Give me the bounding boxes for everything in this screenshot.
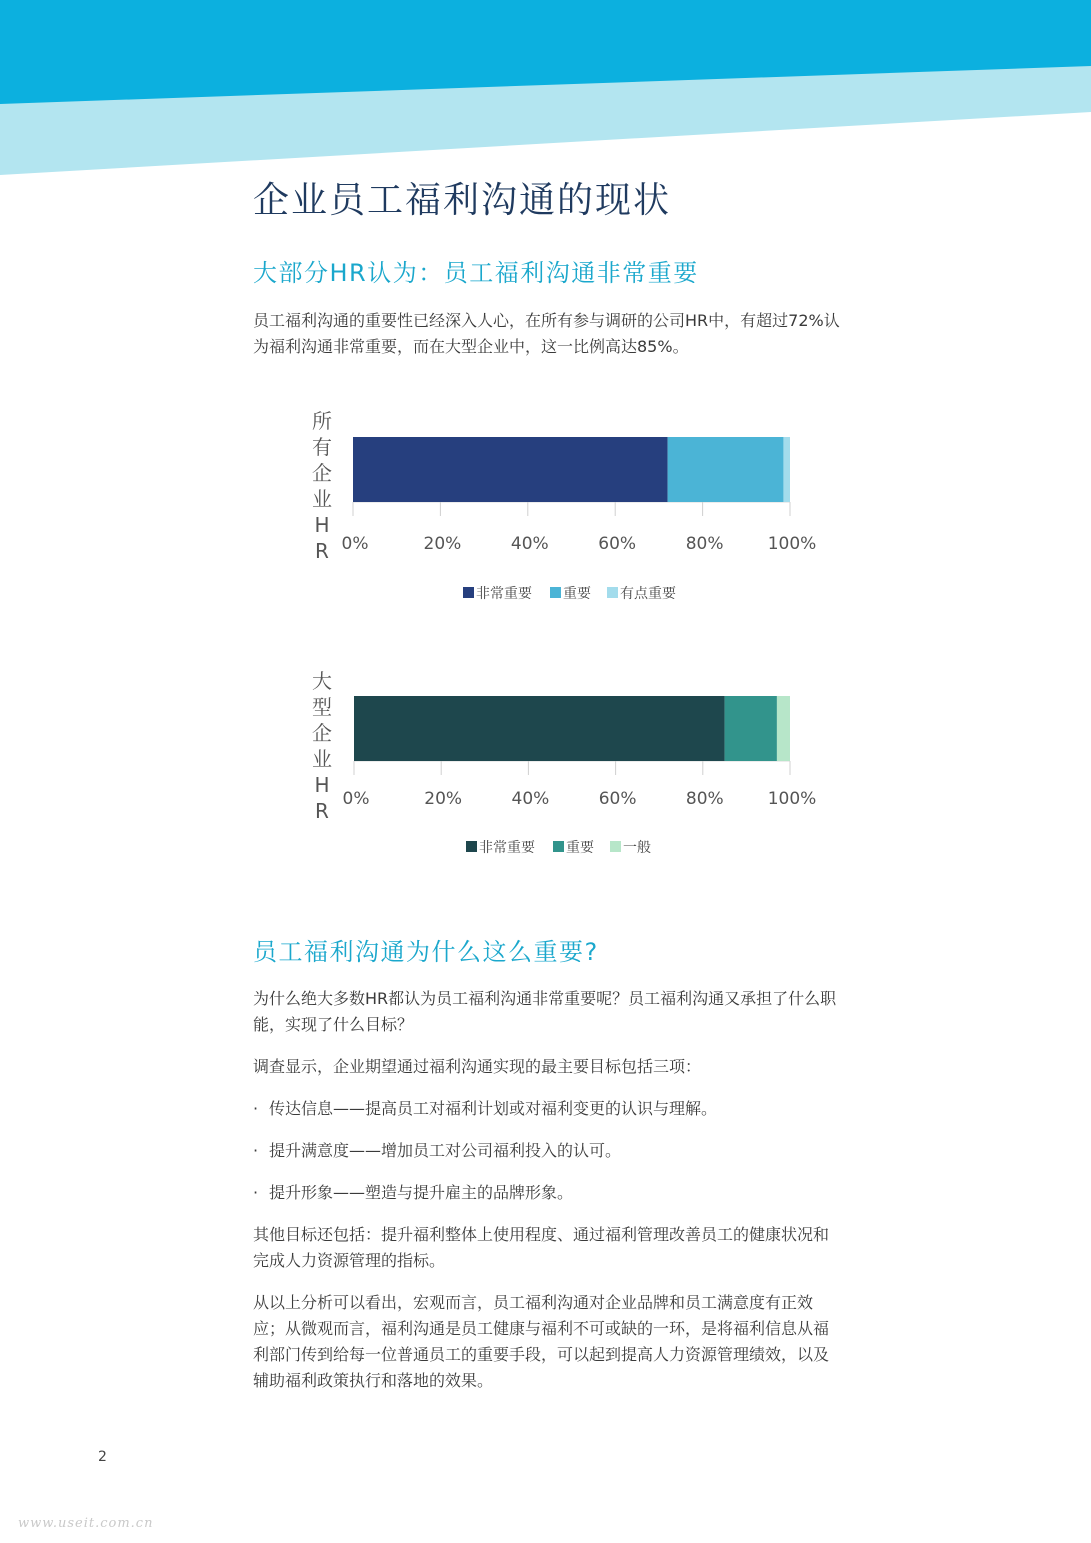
legend-swatch xyxy=(553,841,564,852)
tick-label: 60% xyxy=(598,534,637,554)
category-label-char: 所 xyxy=(312,409,332,433)
legend-swatch xyxy=(466,841,477,852)
stacked-bar-chart-2 xyxy=(312,669,816,856)
tick-label: 40% xyxy=(510,534,549,554)
tick-label: 40% xyxy=(511,789,550,809)
tick-label: 100% xyxy=(767,534,817,554)
goal-bullet-text: 提升满意度——增加员工对公司福利投入的认可。 xyxy=(269,1141,622,1160)
why-paragraph-4: 从以上分析可以看出，宏观而言，员工福利沟通对企业品牌和员工满意度有正效应；从微观而言，福利沟通是员工健康与福利不可或缺的一环，是将福利信息从福利部门传到给每一位普通员工的重要手段，可以起到提高人力资源管理绩效，以及辅助福利政策执行和落地的效果。 xyxy=(253,1293,830,1390)
bar-segment-1 xyxy=(354,696,725,761)
bar-segment-3 xyxy=(777,696,790,761)
section-heading-importance: 大部分HR认为：员工福利沟通非常重要 xyxy=(253,259,699,287)
legend-label: 非常重要 xyxy=(479,840,535,856)
bar-segment-3 xyxy=(783,437,790,502)
tick-label: 20% xyxy=(424,789,463,809)
legend-swatch xyxy=(607,587,618,598)
legend-swatch xyxy=(463,587,474,598)
category-label-char: 企 xyxy=(312,721,332,745)
goal-bullet-3 xyxy=(253,1180,843,1206)
stacked-bar-chart-1 xyxy=(312,409,816,602)
why-paragraph-3: 其他目标还包括：提升福利整体上使用程度、通过福利管理改善员工的健康状况和完成人力资源管理的指标。 xyxy=(253,1225,830,1270)
legend-swatch xyxy=(550,587,561,598)
bullet-dot: · xyxy=(253,1141,259,1160)
page-number: 2 xyxy=(98,1449,107,1465)
why-paragraph-1: 为什么绝大多数HR都认为员工福利沟通非常重要呢？员工福利沟通又承担了什么职能，实现了什么目标？ xyxy=(253,989,837,1034)
tick-label: 80% xyxy=(685,534,724,554)
page-title: 企业员工福利沟通的现状 xyxy=(253,180,672,221)
bar-segment-1 xyxy=(353,437,668,502)
category-label-char: 型 xyxy=(312,695,332,719)
category-label-char: H xyxy=(314,513,330,537)
bar-segment-2 xyxy=(668,437,784,502)
section-heading-why: 员工福利沟通为什么这么重要? xyxy=(253,938,599,966)
intro-paragraph: 员工福利沟通的重要性已经深入人心，在所有参与调研的公司HR中，有超过72%认为福利沟通非常重要，而在大型企业中，这一比例高达85%。 xyxy=(253,311,840,356)
bullet-dot: · xyxy=(253,1183,259,1202)
legend-swatch xyxy=(610,841,621,852)
category-label-char: 有 xyxy=(312,435,332,459)
tick-label: 100% xyxy=(767,789,817,809)
category-label-char: 业 xyxy=(312,487,332,511)
category-label-char: H xyxy=(314,773,330,797)
bullet-dot: · xyxy=(253,1099,259,1118)
goal-bullet-text: 提升形象——塑造与提升雇主的品牌形象。 xyxy=(269,1183,574,1202)
category-label-char: 业 xyxy=(312,747,332,771)
legend-label: 有点重要 xyxy=(620,586,676,602)
legend-label: 非常重要 xyxy=(476,586,532,602)
goal-bullet-1 xyxy=(253,1096,843,1122)
goal-bullet-2 xyxy=(253,1138,843,1164)
legend-label: 一般 xyxy=(623,840,651,856)
category-label-char: R xyxy=(315,799,329,823)
category-label-char: 大 xyxy=(312,669,332,693)
watermark: www.useit.com.cn xyxy=(18,1516,154,1531)
tick-label: 60% xyxy=(598,789,637,809)
bar-segment-2 xyxy=(725,696,777,761)
category-label-char: 企 xyxy=(312,461,332,485)
category-label-char: R xyxy=(315,539,329,563)
tick-label: 80% xyxy=(685,789,724,809)
tick-label: 20% xyxy=(423,534,462,554)
tick-label: 0% xyxy=(341,534,369,554)
tick-label: 0% xyxy=(342,789,370,809)
why-paragraph-2: 调查显示，企业期望通过福利沟通实现的最主要目标包括三项： xyxy=(253,1057,702,1076)
legend-label: 重要 xyxy=(566,840,594,856)
legend-label: 重要 xyxy=(563,586,591,602)
goal-bullet-text: 传达信息——提高员工对福利计划或对福利变更的认识与理解。 xyxy=(269,1099,718,1118)
